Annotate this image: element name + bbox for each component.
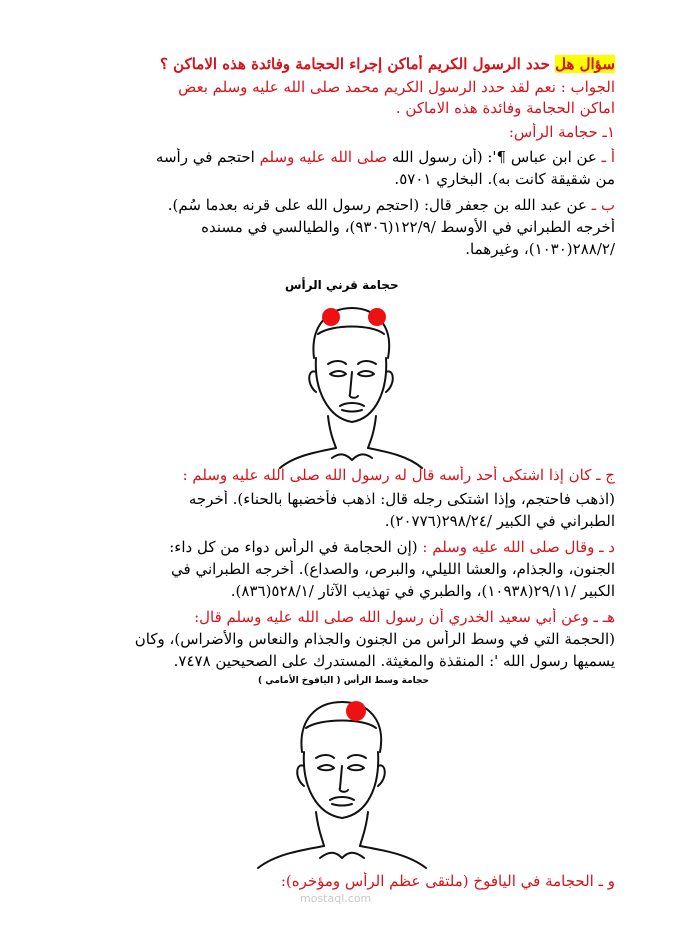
hadith-c-line-3: الطبراني في الكبير /٢٩٨/٢٤(٢٠٧٧٦). <box>384 512 615 530</box>
section-f-line-1: و ـ الحجامة في اليافوخ (ملتقى عظم الرأس ومؤخره): <box>280 872 615 890</box>
hadith-a-text-2: احتجم في رأسه <box>155 148 260 166</box>
hadith-a-salawat: صلى الله عليه وسلم <box>259 148 388 166</box>
figure-1-caption: حجامة قرني الرأس <box>285 278 399 292</box>
hadith-a-line-2: من شقيقة كانت به). البخاري ٥٧٠١. <box>394 170 615 188</box>
answer-line-2: اماكن الحجامة وفائدة هذه الاماكن . <box>395 99 615 117</box>
cupping-point-right-horn <box>368 308 386 326</box>
hadith-e-line-1: هـ ـ وعن أبي سعيد الخدري أن رسول الله صلى الله عليه وسلم قال: <box>194 608 615 626</box>
question-text: حدد الرسول الكريم أماكن إجراء الحجامة وفائدة هذه الاماكن ؟ <box>159 55 556 73</box>
hadith-b-line-1 <box>67 196 615 215</box>
hadith-a-line-1 <box>67 148 615 167</box>
hadith-c-line-1: ج ـ كان إذا اشتكى أحد رأسه قال له رسول الله صلى الله عليه وسلم : <box>182 466 615 484</box>
head-horns-illustration <box>276 298 426 470</box>
cupping-point-left-horn <box>322 308 340 326</box>
hadith-e-line-3: يسميها رسول الله ': المنقذة والمغيثة. المستدرك على الصحيحين ٧٤٧٨. <box>173 652 615 670</box>
hadith-d-line-1 <box>67 538 615 557</box>
figure-2-caption: حجامة وسط الرأس ( اليافوخ الأمامي ) <box>258 676 430 686</box>
cupping-point-crown <box>346 701 366 721</box>
head-crown-illustration <box>252 690 432 870</box>
answer-line-1: الجواب : نعم لقد حدد الرسول الكريم محمد صلى الله عليه وسلم بعض <box>178 78 615 96</box>
watermark: mostaql.com <box>300 892 372 905</box>
section-head-head-cupping: ١ـ حجامة الرأس: <box>508 123 615 141</box>
hadith-c-line-2: (اذهب فاحتجم، وإذا اشتكى رجله قال: اذهب فأخضبها بالحناء). أخرجه <box>188 490 615 508</box>
question-line <box>67 55 615 74</box>
hadith-b-text: عن عبد الله بن جعفر قال: (احتجم رسول الله على قرنه بعدما سُم). <box>167 196 592 214</box>
hadith-a-text-1: عن ابن عباس ¶': (أن رسول الله <box>387 148 602 166</box>
hadith-d-line-2: الجنون، والجذام، والعشا الليلي، والبرص، والصداع). أخرجه الطبراني في <box>171 560 615 578</box>
hadith-b-line-3: /٢٨٨/٢(١٠٣٠)، وغيرهما. <box>465 240 615 258</box>
hadith-d-text: (إن الحجامة في الرأس دواء من كل داء: <box>169 538 423 556</box>
hadith-d-label: د ـ وقال صلى الله عليه وسلم : <box>422 538 615 556</box>
hadith-e-line-2: (الحجمة التي في وسط الرأس من الجنون والجذام والنعاس والأضراس)، وكان <box>134 630 615 648</box>
hadith-b-label: ب ـ <box>591 196 615 214</box>
hadith-d-line-3: الكبير /٢٩/١١(١٠٩٣٨)، والطبري في تهذيب الآثار /٥٢٨/١(٨٣٦). <box>230 582 615 600</box>
hadith-a-label: أ ـ <box>601 148 615 166</box>
question-label: سؤال هل <box>555 55 615 73</box>
hadith-b-line-2: أخرجه الطبراني في الأوسط /١٢٢/٩(٩٣٠٦)، والطيالسي في مسنده <box>201 218 615 236</box>
